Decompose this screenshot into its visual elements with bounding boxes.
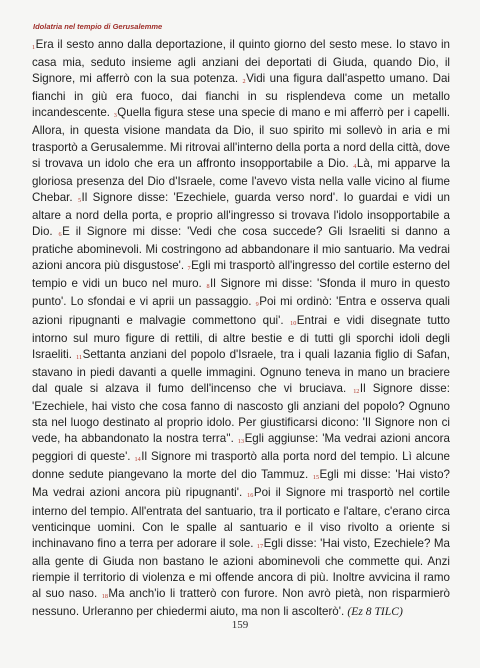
verse-number: 7 (187, 265, 191, 273)
verse-text: Il Signore disse: 'Ezechiele, guarda verso nord'. Io guardai e vidi un altare a nord della porta, e proprio all'ingresso si trovava l'idolo insopportabile a Dio. (32, 190, 451, 239)
verse-number: 12 (353, 387, 360, 395)
verse-number: 15 (312, 474, 320, 482)
verse-text: Egli mi disse: 'Hai visto? Ma vedrai azioni ancora più ripugnanti'. (32, 468, 450, 500)
verse-text: Vidi una figura dall'aspetto umano. Dai fianchi in giù era fuoco, dai fianchi in su risplendeva come un metallo incandescente. (32, 72, 450, 120)
verse-number: 13 (237, 438, 245, 446)
verse-number: 18 (101, 593, 108, 600)
verse-text: Il Signore mi disse: 'Sfonda il muro in questo punto'. Lo sfondai e vi aprii un passaggio. (32, 277, 451, 309)
verse-number: 9 (255, 301, 259, 309)
verse-text: Egli disse: 'Hai visto, Ezechiele? Ma alla gente di Giuda non bastano le azioni abominevoli che commette qui. Anzi riempie il territorio di violenza e mi offende ancora di più. Inoltre avvicina il ramo al suo naso. (32, 536, 451, 600)
verse-number: 10 (290, 319, 297, 327)
verse-number: 16 (247, 492, 254, 500)
verse-text: Il Signore disse: 'Ezechiele, hai visto che cosa fanno di nascosto gli anziani del popolo? Ognuno sta nel luogo destinato al proprio idolo. Per giustificarsi dicono: 'Il Signore non ci vede, ha abbandonato la nostra terra''. (32, 381, 450, 446)
verse-number: 6 (58, 231, 62, 239)
verse-text: Poi il Signore mi trasportò nel cortile interno del tempio. All'entrata del santuario, tra il porticato e l'altare, c'erano circa venticinque uomini. Con le spalle al santuario e il viso rivolto a oriente si inchinavano fino a terra per adorare il sole. (32, 486, 450, 550)
verse-number: 2 (242, 78, 246, 86)
verse-text: Quella figura stese una specie di mano e mi afferrò per i capelli. Allora, in questa visione mandata da Dio, il suo spirito mi sollevò in aria e mi trasportò a Gerusalemme. Mi ritrovai all'interno della porta a nord della città, dove si trovava un idolo che era un affronto insopportabile a Dio. (32, 106, 450, 170)
verse-number: 3 (113, 112, 117, 120)
verse-number: 17 (256, 542, 264, 550)
verse-text: Il Signore mi trasportò alla porta nord del tempio. Lì alcune donne sedute piangevano la morte del dio Tammuz. (32, 450, 450, 482)
passage-text (32, 37, 450, 620)
verse-text: Ma anch'io li tratterò con furore. Non avrò pietà, non risparmierò nessuno. Urleranno per chiedermi aiuto, ma non li ascolterò'. (32, 587, 450, 619)
verse-text: Egli aggiunse: 'Ma vedrai azioni ancora peggiori di queste'. (32, 432, 450, 464)
verse-number: 11 (76, 353, 83, 361)
verse-number: 5 (77, 196, 82, 204)
verse-text: Entrai e vidi disegnate tutto intorno sul muro figure di rettili, di altre bestie e di tutti gli sporchi idoli degli Israeliti. (32, 313, 450, 361)
running-header: Idolatria nel tempio di Gerusalemme (33, 22, 163, 31)
verse-text: E il Signore mi disse: 'Vedi che cosa succede? Gli Israeliti si danno a pratiche abominevoli. Mi costringono ad abbandonare il mio santuario. Ma vedrai azioni ancora più disgustose'. (32, 225, 450, 273)
verse-text: Egli mi trasportò all'ingresso del cortile esterno del tempio e vidi un buco nel muro. (32, 259, 450, 291)
verse-number: 14 (134, 456, 141, 464)
verse-text: Settanta anziani del popolo d'Israele, tra i quali Iazania figlio di Safan, stavano in piedi davanti a quelle immagini. Ognuno teneva in mano un braciere dal quale si alzava il fumo dell'incenso che vi bruciava. (32, 347, 450, 395)
page-number: 159 (231, 619, 249, 631)
verse-text: Là, mi apparve la gloriosa presenza del Dio d'Israele, come l'avevo vista nella valle vicino al fiume Chebar. (32, 156, 450, 204)
verse-number: 4 (353, 162, 357, 170)
verse-text: Era il sesto anno dalla deportazione, il quinto giorno del sesto mese. Io stavo in casa mia, seduto insieme agli anziani dei deportati di Giuda, quando Dio, il Signore, mi afferrò con la sua potenza. (32, 38, 450, 86)
verse-text: Poi mi ordinò: 'Entra e osserva quali azioni ripugnanti e malvagie commettono qui'. (32, 295, 451, 327)
verse-number: 1 (32, 44, 36, 51)
scripture-citation: (Ez 8 TILC) (347, 605, 403, 619)
verse-number: 8 (206, 283, 210, 291)
